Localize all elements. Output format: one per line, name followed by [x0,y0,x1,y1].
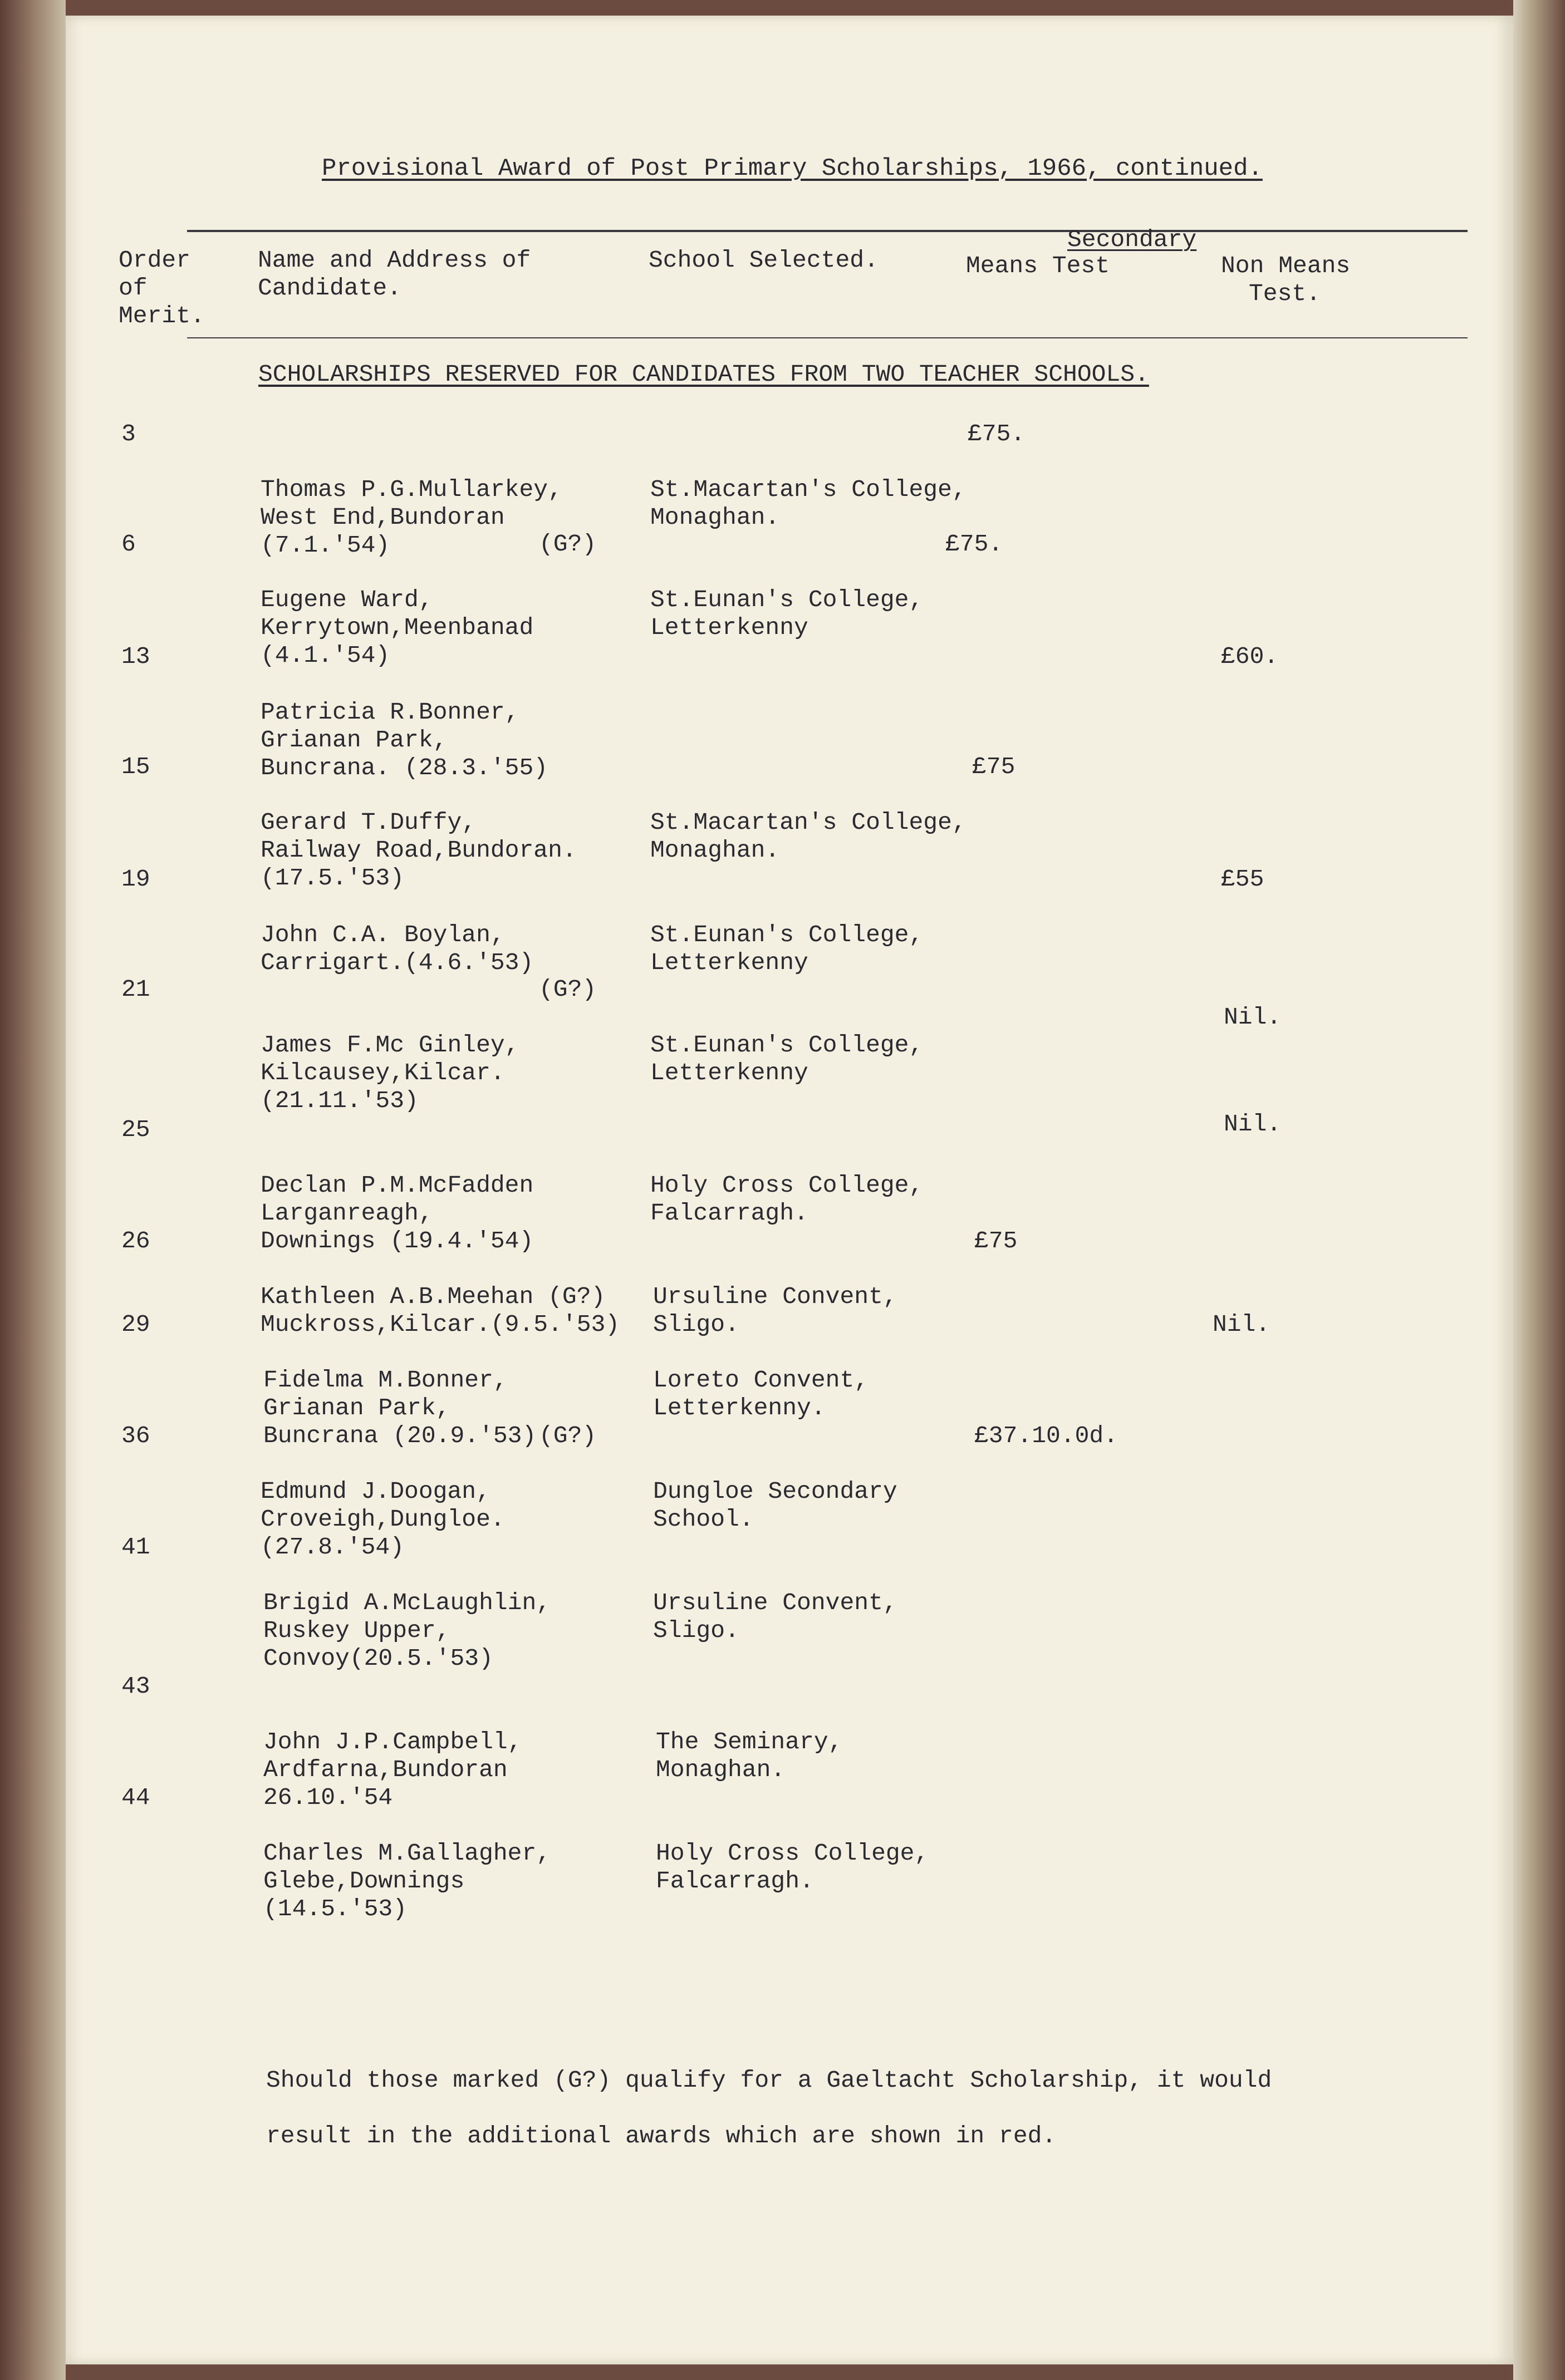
row-name: James F.Mc Ginley, Kilcausey,Kilcar. (21.11.'53) [261,1031,519,1114]
row-school: Holy Cross College, Falcarragh. [656,1840,929,1895]
row-name: John C.A. Boylan, Carrigart.(4.6.'53) [261,921,534,976]
row-non-means: £55 [1221,866,1264,893]
header-rule-top [187,230,1468,232]
row-name: Charles M.Gallagher, Glebe,Downings (14.5.'53) [263,1840,551,1922]
row-non-means: Nil. [1224,1004,1282,1031]
header-order-3: Merit. [119,302,205,330]
row-order: 21 [121,976,150,1003]
section-title: SCHOLARSHIPS RESERVED FOR CANDIDATES FROM TWO TEACHER SCHOOLS. [258,361,1149,388]
row-non-means: Nil. [1213,1311,1270,1338]
row-school: Holy Cross College, Falcarragh. [650,1172,924,1227]
row-school: St.Eunan's College, Letterkenny [650,586,924,641]
row-order: 41 [121,1533,150,1561]
row-school: Ursuline Convent, Sligo. [653,1283,897,1338]
row-gaeltacht-mark: (G?) [539,530,597,558]
row-name: Fidelma M.Bonner, Grianan Park, Buncrana (20.9.'53) [263,1366,537,1449]
footnote-line-2: result in the additional awards which are shown in red. [266,2122,1057,2150]
row-order: 13 [121,643,150,670]
row-order: 36 [121,1422,150,1449]
row-gaeltacht-mark: (G?) [539,976,597,1003]
row-name: Gerard T.Duffy, Railway Road,Bundoran. (17.5.'53) [261,809,577,892]
row-school: St.Macartan's College, Monaghan. [650,476,967,531]
header-non-means-1: Non Means [1221,252,1351,279]
header-order-2: of [119,274,148,302]
header-rule-bottom [187,337,1468,338]
row-means: £75 [974,1227,1018,1255]
row-order: 3 [121,420,136,448]
row-non-means: Nil. [1224,1110,1282,1138]
row-order: 44 [121,1784,150,1811]
row-means: £75. [968,420,1026,448]
row-order: 26 [121,1227,150,1255]
table-row [66,1784,1513,1923]
row-name: Edmund J.Doogan, Croveigh,Dungloe. (27.8.'54) [261,1478,505,1561]
row-non-means: £60. [1221,643,1279,670]
row-means: £37.10.0d. [974,1422,1118,1449]
row-order: 43 [121,1673,150,1700]
row-school: Dungloe Secondary School. [653,1478,897,1533]
row-order: 6 [121,530,136,558]
row-school: St.Eunan's College, Letterkenny [650,1031,924,1086]
row-school: St.Macartan's College, Monaghan. [650,809,967,864]
row-school: The Seminary, Monaghan. [656,1728,843,1783]
row-name: John J.P.Campbell, Ardfarna,Bundoran 26.10.'54 [263,1728,522,1811]
header-school: School Selected. [649,247,879,274]
row-school: Loreto Convent, Letterkenny. [653,1366,869,1422]
row-name: Brigid A.McLaughlin, Ruskey Upper, Convoy(20.5.'53) [263,1589,551,1672]
row-order: 25 [121,1116,150,1143]
binding-edge [0,0,66,2380]
row-name: Patricia R.Bonner, Grianan Park, Buncrana. (28.3.'55) [261,699,548,781]
row-school: Ursuline Convent, Sligo. [653,1589,897,1644]
row-means: £75. [945,530,1003,558]
header-name-2: Candidate. [258,274,402,302]
footnote-line-1: Should those marked (G?) qualify for a Gaeltacht Scholarship, it would [266,2067,1272,2094]
header-means-test: Means Test [966,252,1110,279]
table-row [66,1533,1513,1673]
row-name: Thomas P.G.Mullarkey, West End,Bundoran (7.1.'54) [261,476,562,559]
header-order-1: Order [119,247,191,274]
row-name: Eugene Ward, Kerrytown,Meenbanad (4.1.'54) [261,586,534,669]
row-name: Kathleen A.B.Meehan (G?) Muckross,Kilcar.(9.5.'53) [261,1283,620,1338]
row-order: 15 [121,753,150,780]
header-secondary: Secondary [1067,226,1197,253]
row-gaeltacht-mark: (G?) [539,1422,597,1449]
header-name-1: Name and Address of [258,247,531,274]
header-non-means-2: Test. [1249,280,1321,307]
row-means: £75 [972,753,1015,780]
row-order: 19 [121,866,150,893]
row-school: St.Eunan's College, Letterkenny [650,921,924,976]
row-name: Declan P.M.McFadden Larganreagh, Downings (19.4.'54) [261,1172,534,1255]
row-order: 29 [121,1311,150,1338]
page-edge [1513,0,1565,2380]
page-title: Provisional Award of Post Primary Scholarships, 1966, continued. [322,155,1263,183]
document-page [66,16,1513,2364]
